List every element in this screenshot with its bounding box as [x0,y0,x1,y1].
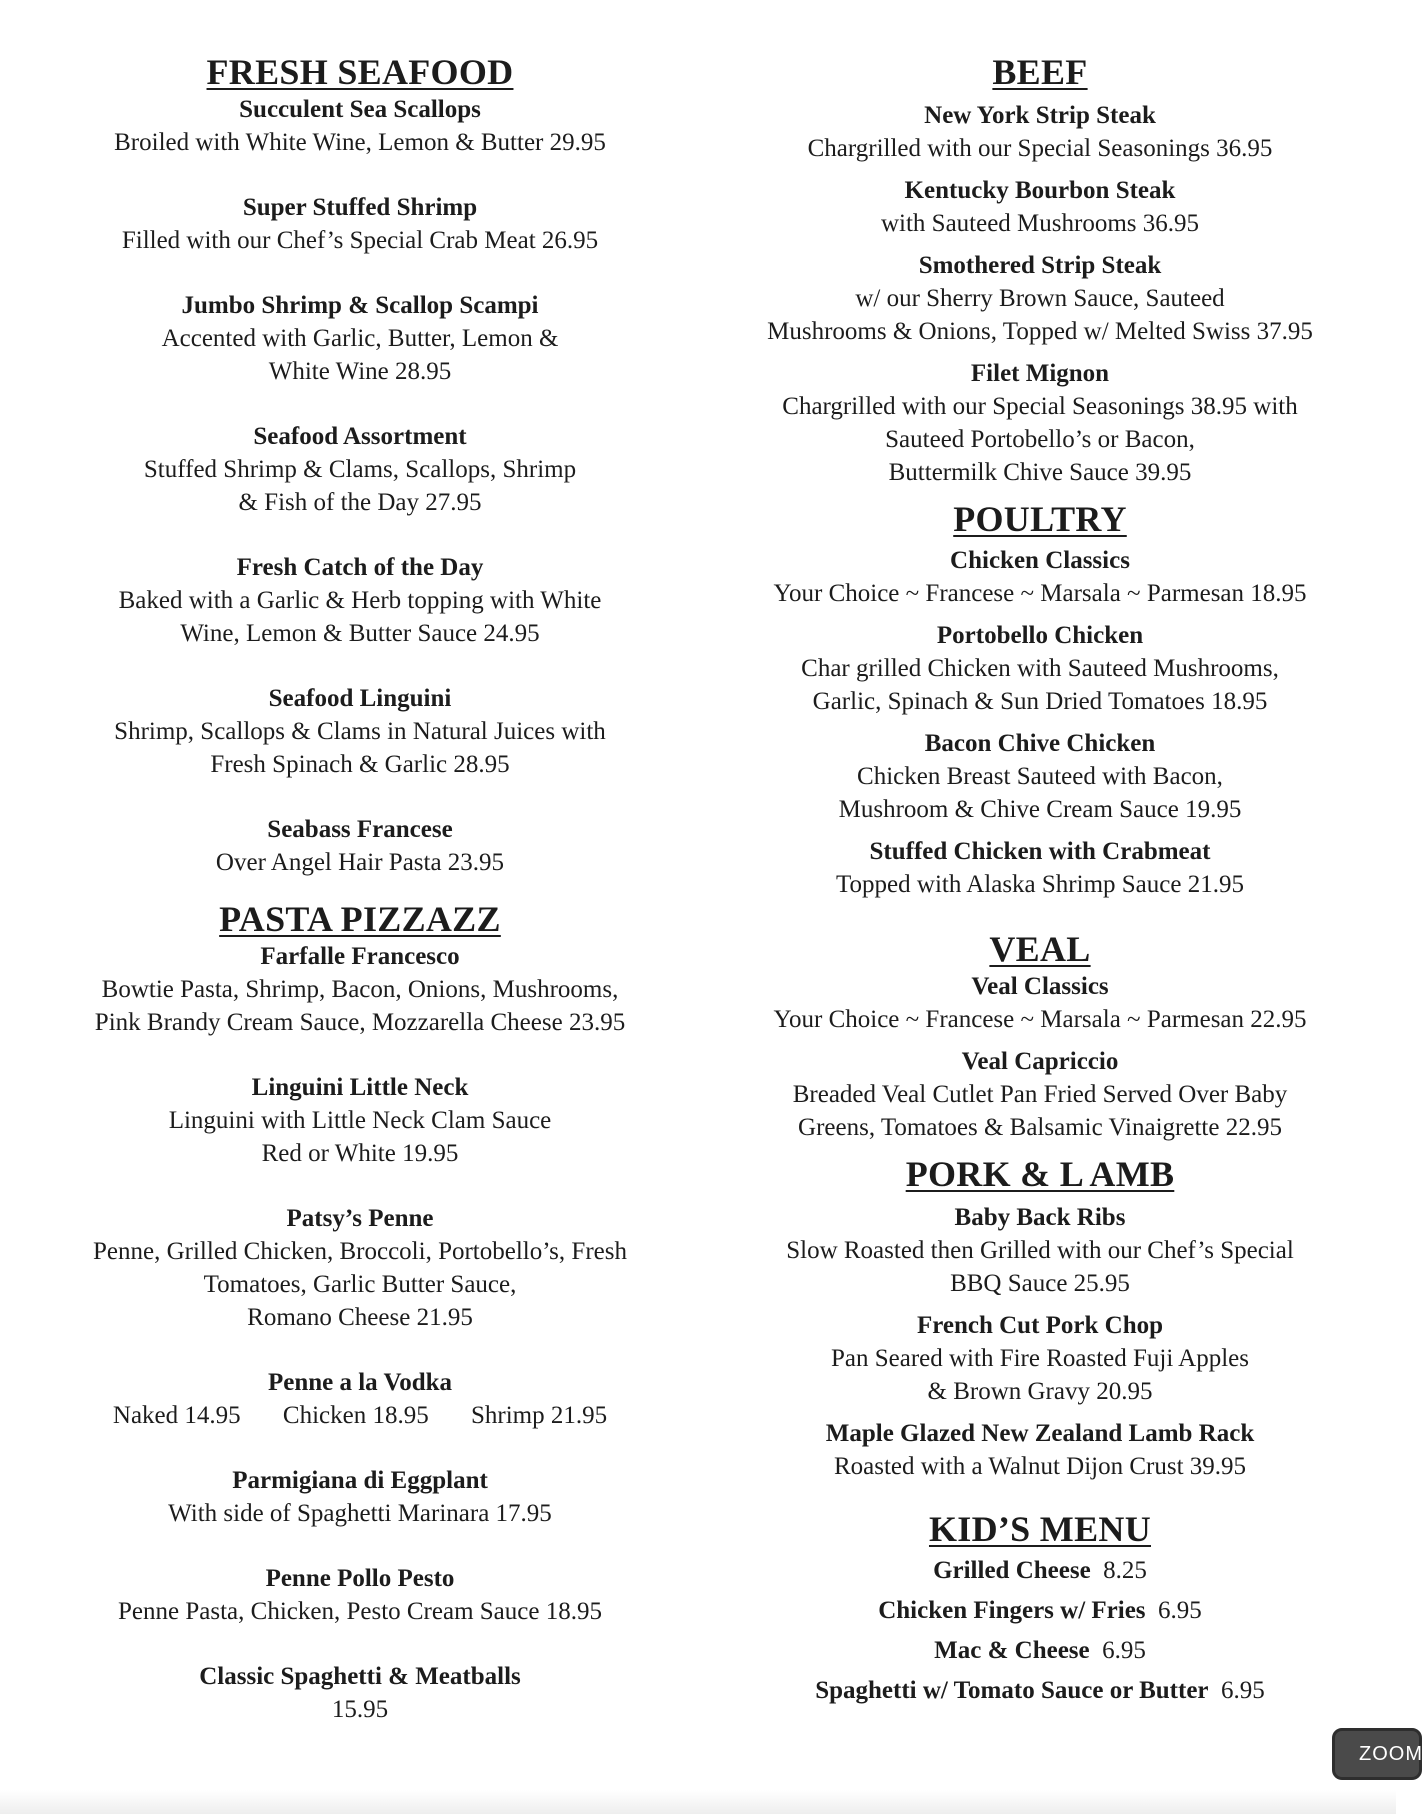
item-name: Fresh Catch of the Day [236,554,484,581]
price-options [40,1399,680,1432]
menu-item [40,814,680,879]
item-description: Chargrilled with our Special Seasonings 36.95 [807,135,1273,162]
menu-item [40,1072,680,1170]
section-pork-lamb [720,1154,1360,1483]
item-description: Over Angel Hair Pasta 23.95 [215,849,505,876]
item-description: Chicken Breast Sauteed with Bacon, Mushroom & Chive Cream Sauce 19.95 [838,763,1242,823]
section-poultry [720,499,1360,901]
kids-menu-item [720,1671,1360,1711]
section-title: KID’S MENU [928,1509,1151,1549]
menu-item [40,1563,680,1628]
menu-item [720,545,1360,610]
menu-item [720,1418,1360,1483]
section-title: PORK & L AMB [905,1154,1175,1194]
item-price: 6.95 [1221,1677,1265,1704]
item-description: Pan Seared with Fire Roasted Fuji Apples & Brown Gravy 20.95 [830,1345,1250,1405]
item-name: Farfalle Francesco [260,943,460,970]
item-name: Seafood Assortment [253,423,467,450]
item-name: New York Strip Steak [924,102,1156,129]
menu-item [720,250,1360,348]
section-veal [720,929,1360,1144]
item-name: Grilled Cheese [933,1557,1091,1584]
menu-item [40,94,680,159]
section-fresh-seafood [40,52,680,879]
item-description: Your Choice ~ Francese ~ Marsala ~ Parmesan 18.95 [773,580,1307,607]
item-description: Accented with Garlic, Butter, Lemon & White Wine 28.95 [161,325,559,385]
menu-item [720,100,1360,165]
item-name: Maple Glazed New Zealand Lamb Rack [825,1420,1255,1447]
menu-item [40,290,680,388]
menu-item [40,1465,680,1530]
item-description: Baked with a Garlic & Herb topping with White Wine, Lemon & Butter Sauce 24.95 [118,587,602,647]
item-description: Broiled with White Wine, Lemon & Butter 29.95 [114,129,606,156]
kids-menu-item [720,1551,1360,1591]
item-description: Topped with Alaska Shrimp Sauce 21.95 [836,871,1244,898]
kids-menu-item [720,1631,1360,1671]
menu-item [720,971,1360,1036]
price-option: Shrimp 21.95 [470,1402,608,1429]
left-column [40,52,680,1759]
section-pasta-pizzazz [40,899,680,1726]
viewer-bottom-edge [0,1790,1396,1814]
item-description: Chargrilled with our Special Seasonings 38.95 with Sauteed Portobello’s or Bacon, Buttermilk Chive Sauce 39.95 [782,393,1298,486]
section-kids-menu [720,1509,1360,1711]
menu-item [40,192,680,257]
section-title: PASTA PIZZAZZ [219,899,501,939]
menu-item [40,1661,680,1726]
item-description: Penne, Grilled Chicken, Broccoli, Portobello’s, Fresh Tomatoes, Garlic Butter Sauce, Romano Cheese 21.95 [93,1238,627,1331]
item-description: Filled with our Chef’s Special Crab Meat 26.95 [121,227,599,254]
item-name: Veal Capriccio [961,1048,1119,1075]
menu-item [720,728,1360,826]
menu-item [40,421,680,519]
item-description: Stuffed Shrimp & Clams, Scallops, Shrimp & Fish of the Day 27.95 [143,456,577,516]
item-price: 6.95 [1158,1597,1202,1624]
item-name: Mac & Cheese [934,1637,1090,1664]
item-name: Succulent Sea Scallops [239,96,481,123]
item-name: Spaghetti w/ Tomato Sauce or Butter [815,1677,1209,1704]
zoom-button[interactable]: ZOOM [1332,1728,1422,1780]
item-name: Smothered Strip Steak [918,252,1162,279]
section-title: VEAL [989,929,1091,969]
item-description: with Sauteed Mushrooms 36.95 [880,210,1200,237]
price-option: Chicken 18.95 [282,1402,429,1429]
menu-item [720,1202,1360,1300]
item-description: Your Choice ~ Francese ~ Marsala ~ Parmesan 22.95 [773,1006,1307,1033]
item-description: Bowtie Pasta, Shrimp, Bacon, Onions, Mushrooms, Pink Brandy Cream Sauce, Mozzarella Cheese 23.95 [94,976,626,1036]
item-name: Penne a la Vodka [267,1369,453,1396]
item-name: Jumbo Shrimp & Scallop Scampi [181,292,539,319]
item-name: Super Stuffed Shrimp [242,194,478,221]
menu-item-penne-vodka [40,1367,680,1432]
item-description: Slow Roasted then Grilled with our Chef’s Special BBQ Sauce 25.95 [786,1237,1294,1297]
menu-item [720,175,1360,240]
item-description: Penne Pasta, Chicken, Pesto Cream Sauce 18.95 [118,1598,602,1625]
item-name: Stuffed Chicken with Crabmeat [869,838,1211,865]
menu-item [720,1310,1360,1408]
menu-item [40,552,680,650]
menu-item [40,683,680,781]
item-name: Penne Pollo Pesto [265,1565,455,1592]
item-name: Kentucky Bourbon Steak [904,177,1176,204]
menu-item [720,836,1360,901]
section-beef [720,52,1360,489]
menu-item [720,358,1360,489]
menu-item [720,1046,1360,1144]
item-name: Seafood Linguini [268,685,452,712]
item-name: Patsy’s Penne [286,1205,434,1232]
item-description: Linguini with Little Neck Clam Sauce Red or White 19.95 [168,1107,552,1167]
item-name: Filet Mignon [970,360,1110,387]
item-description: w/ our Sherry Brown Sauce, Sauteed Mushrooms & Onions, Topped w/ Melted Swiss 37.95 [767,285,1313,345]
menu-item [40,1203,680,1334]
section-title: BEEF [992,52,1088,92]
menu-item [40,941,680,1039]
item-description: 15.95 [331,1696,389,1723]
menu-item [720,620,1360,718]
item-name: Portobello Chicken [936,622,1144,649]
item-name: Chicken Fingers w/ Fries [878,1597,1146,1624]
section-title: POULTRY [953,499,1127,539]
section-title: FRESH SEAFOOD [206,52,514,92]
item-description: Char grilled Chicken with Sauteed Mushrooms, Garlic, Spinach & Sun Dried Tomatoes 18.95 [801,655,1279,715]
item-name: Bacon Chive Chicken [924,730,1156,757]
item-name: Linguini Little Neck [251,1074,469,1101]
item-description: Breaded Veal Cutlet Pan Fried Served Over Baby Greens, Tomatoes & Balsamic Vinaigrette 22.95 [792,1081,1288,1141]
item-name: Parmigiana di Eggplant [232,1467,488,1494]
item-name: Chicken Classics [950,547,1130,574]
item-name: Seabass Francese [267,816,453,843]
item-name: Baby Back Ribs [954,1204,1126,1231]
item-name: Veal Classics [971,973,1109,1000]
kids-menu-item [720,1591,1360,1631]
item-price: 8.25 [1103,1557,1147,1584]
item-description: Shrimp, Scallops & Clams in Natural Juices with Fresh Spinach & Garlic 28.95 [114,718,606,778]
item-name: French Cut Pork Chop [916,1312,1164,1339]
right-column [720,52,1360,1715]
price-option: Naked 14.95 [112,1402,241,1429]
item-price: 6.95 [1102,1637,1146,1664]
item-name: Classic Spaghetti & Meatballs [199,1663,521,1690]
item-description: Roasted with a Walnut Dijon Crust 39.95 [833,1453,1247,1480]
item-description: With side of Spaghetti Marinara 17.95 [168,1500,552,1527]
